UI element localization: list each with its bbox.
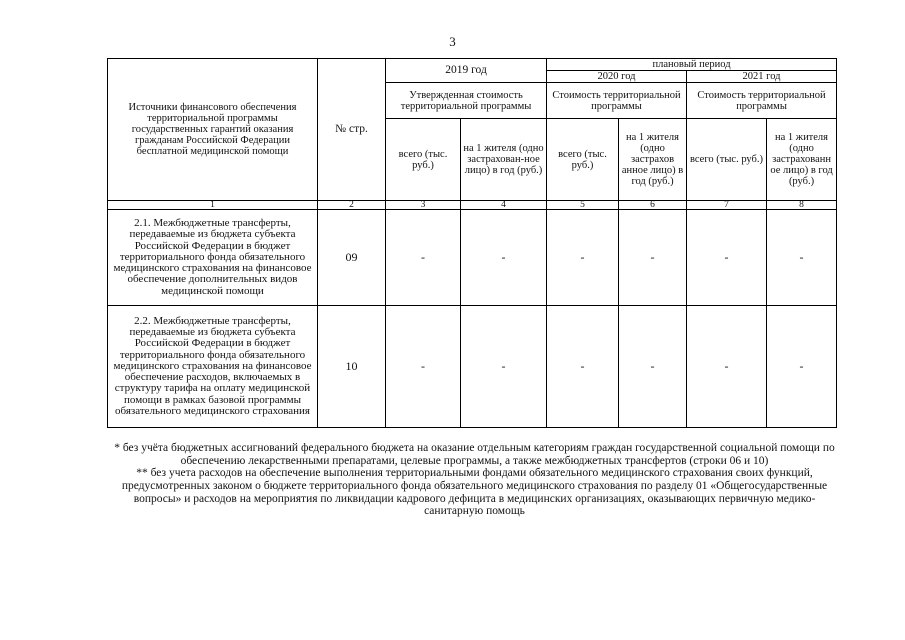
row-value: -: [547, 210, 619, 306]
row-code: 09: [318, 210, 386, 306]
row-value: -: [619, 306, 687, 428]
column-number: 4: [461, 201, 547, 210]
table-row: [108, 210, 837, 306]
column-number: 5: [547, 201, 619, 210]
header-year-2020: 2020 год: [547, 71, 687, 83]
financing-table: [107, 58, 837, 428]
row-label: 2.1. Межбюджетные трансферты, передаваемые из бюджета субъекта Российской Федерации в бюджет территориального фонда обязательного медицинского страхования на финансовое обеспечение дополнительных видов медицинской помощи: [108, 210, 318, 306]
header-per-capita-2020: на 1 жителя (одно застрахов анное лицо) в год (руб.): [619, 119, 687, 201]
header-planning-period: плановый период: [547, 59, 837, 71]
row-value: -: [547, 306, 619, 428]
row-value: -: [386, 210, 461, 306]
column-number: 2: [318, 201, 386, 210]
row-value: -: [461, 306, 547, 428]
table-row: [108, 306, 837, 428]
row-code: 10: [318, 306, 386, 428]
footnote-2: ** без учета расходов на обеспечение выполнения территориальными фондами обязательного медицинского страхования своих функций, предусмотренных законом о бюджете территориального фонда обязательного медицинского страхования по разделу 01 «Общегосударственные вопросы» и расходов на мероприятия по ликвидации кадрового дефицита в медицинских организациях, оказывающих первичную медико-санитарную помощь: [121, 467, 828, 518]
row-value: -: [767, 306, 837, 428]
column-number: 7: [687, 201, 767, 210]
header-total-2020: всего (тыс. руб.): [547, 119, 619, 201]
header-total-2019: всего (тыс. руб.): [386, 119, 461, 201]
column-number: 3: [386, 201, 461, 210]
header-total-2021: всего (тыс. руб.): [687, 119, 767, 201]
footnotes: [107, 442, 842, 518]
row-value: -: [386, 306, 461, 428]
row-value: -: [619, 210, 687, 306]
column-number: 1: [108, 201, 318, 210]
header-per-capita-2021: на 1 жителя (одно застрахованн ое лицо) в год (руб.): [767, 119, 837, 201]
footnote-1: * без учёта бюджетных ассигнований федерального бюджета на оказание отдельным категориям граждан государственной социальной помощи по обеспечению лекарственными препаратами, целевые программы, а также межбюджетных трансфертов (строки 06 и 10): [114, 442, 835, 467]
header-year-2021: 2021 год: [687, 71, 837, 83]
header-cost-2021: Стоимость территориальной программы: [687, 83, 837, 119]
row-value: -: [687, 210, 767, 306]
header-approved-cost: Утвержденная стоимость территориальной программы: [386, 83, 547, 119]
row-value: -: [767, 210, 837, 306]
page-number: 3: [449, 34, 456, 49]
header-sources: Источники финансового обеспечения территориальной программы государственных гарантий оказания гражданам Российской Федерации бесплатной медицинской помощи: [108, 59, 318, 201]
header-per-capita-2019: на 1 жителя (одно застрахован-ное лицо) в год (руб.): [461, 119, 547, 201]
row-value: -: [687, 306, 767, 428]
header-year-2019: 2019 год: [386, 59, 547, 83]
column-number: 8: [767, 201, 837, 210]
column-number-row: [108, 201, 837, 210]
column-number: 6: [619, 201, 687, 210]
row-value: -: [461, 210, 547, 306]
header-cost-2020: Стоимость территориальной программы: [547, 83, 687, 119]
header-line-no: № стр.: [318, 59, 386, 201]
row-label: 2.2. Межбюджетные трансферты, передаваемые из бюджета субъекта Российской Федерации в бюджет территориального фонда обязательного медицинского страхования на финансовое обеспечение расходов, включаемых в структуру тарифа на оплату медицинской помощи в рамках базовой программы обязательного медицинского страхования: [108, 306, 318, 428]
